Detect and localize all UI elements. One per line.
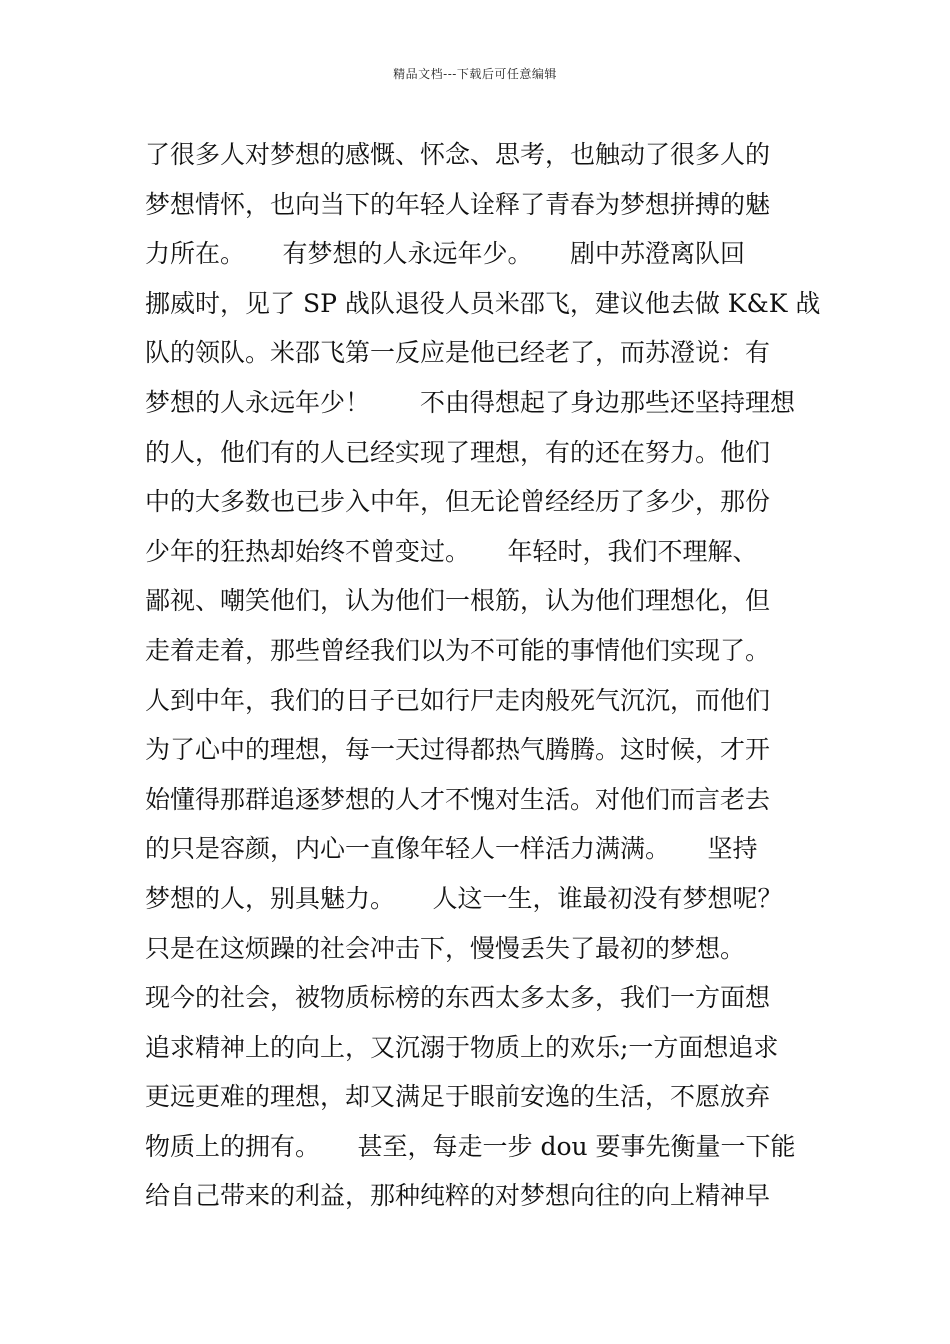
text-line: 鄙视、嘲笑他们，认为他们一根筋，认为他们理想化，但 — [145, 586, 771, 616]
text-line: 队的领队。米邵飞第一反应是他已经老了，而苏澄说：有 — [145, 338, 771, 368]
text-line: 走着走着，那些曾经我们以为不可能的事情他们实现了。 — [145, 635, 771, 665]
page-header: 精品文档---下载后可任意编辑 — [393, 67, 557, 81]
document-body — [145, 130, 821, 1221]
text-line: 现今的社会，被物质标榜的东西太多太多，我们一方面想 — [145, 983, 771, 1013]
text-line: 的人，他们有的人已经实现了理想，有的还在努力。他们 — [145, 437, 771, 467]
text-line: 的只是容颜，内心一直像年轻人一样活力满满。 坚持 — [145, 834, 758, 864]
text-line: 了很多人对梦想的感慨、怀念、思考，也触动了很多人的 — [145, 140, 771, 169]
text-line: 物质上的拥有。 甚至，每走一步 dou 要事先衡量一下能 — [145, 1131, 796, 1161]
text-line: 力所在。 有梦想的人永远年少。 剧中苏澄离队回 — [145, 239, 746, 269]
text-line: 梦想情怀，也向当下的年轻人诠释了青春为梦想拼搏的魅 — [145, 189, 771, 219]
text-line: 梦想的人永远年少！ 不由得想起了身边那些还坚持理想 — [145, 387, 796, 417]
text-line: 梦想的人，别具魅力。 人这一生，谁最初没有梦想呢？ — [145, 883, 783, 913]
text-line: 人到中年，我们的日子已如行尸走肉般死气沉沉，而他们 — [145, 685, 771, 715]
text-line: 给自己带来的利益，那种纯粹的对梦想向往的向上精神早 — [145, 1181, 771, 1211]
text-line: 始懂得那群追逐梦想的人才不愧对生活。对他们而言老去 — [145, 784, 771, 814]
text-line: 少年的狂热却始终不曾变过。 年轻时，我们不理解、 — [145, 536, 758, 566]
text-line: 只是在这烦躁的社会冲击下，慢慢丢失了最初的梦想。 — [145, 933, 746, 963]
text-line: 更远更难的理想，却又满足于眼前安逸的生活，不愿放弃 — [145, 1082, 771, 1112]
text-line: 为了心中的理想，每一天过得都热气腾腾。这时候，才开 — [145, 735, 771, 765]
text-line: 中的大多数也已步入中年，但无论曾经经历了多少，那份 — [145, 487, 771, 517]
text-line: 挪威时，见了 SP 战队退役人员米邵飞，建议他去做 K&K 战 — [145, 288, 821, 318]
text-line: 追求精神上的向上，又沉溺于物质上的欢乐;一方面想追求 — [145, 1032, 779, 1062]
